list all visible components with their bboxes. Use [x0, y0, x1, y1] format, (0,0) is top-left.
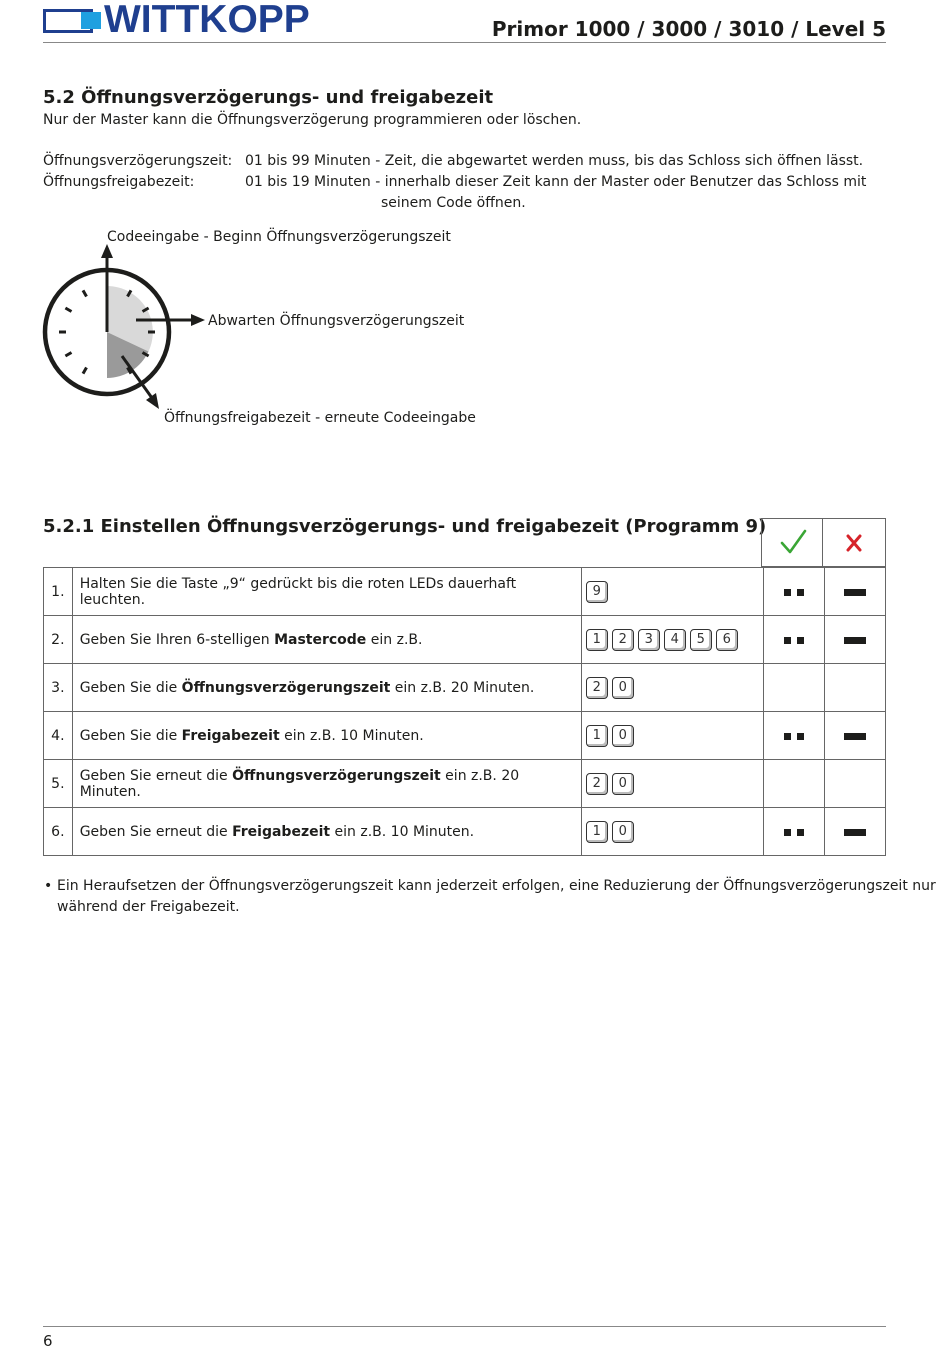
key-sequence: [581, 808, 763, 856]
keypad-key-icon: 4: [664, 629, 686, 651]
definition-2-text: 01 bis 19 Minuten - innerhalb dieser Zeit kann der Master oder Benutzer das Schloss mit: [245, 174, 867, 190]
ok-signal-cell: [763, 712, 824, 760]
step-text-emphasis: Öffnungsverzögerungszeit: [232, 767, 441, 784]
keypad-key-icon: 0: [612, 821, 634, 843]
step-instruction: [72, 712, 581, 760]
subsection-heading: 5.2.1 Einstellen Öffnungsverzögerungs- und freigabezeit (Programm 9): [43, 516, 767, 537]
step-number: 4.: [44, 712, 73, 760]
brand-logo: WITTKOPP: [104, 0, 310, 41]
led-blink-short-icon: [781, 632, 807, 648]
diagram-label-release: Öffnungsfreigabezeit - erneute Codeeingabe: [164, 410, 476, 426]
steps-table: [43, 567, 886, 856]
step-text-emphasis: Öffnungsverzögerungszeit: [181, 679, 391, 696]
keypad-key-icon: 3: [638, 629, 660, 651]
document-title: Primor 1000 / 3000 / 3010 / Level 5: [491, 17, 886, 41]
table-row: [44, 664, 886, 712]
section-heading: 5.2 Öffnungsverzögerungs- und freigabezeit: [43, 87, 494, 108]
step-text: Geben Sie erneut die: [79, 767, 233, 784]
step-text-emphasis: Mastercode: [274, 631, 367, 648]
keypad-key-icon: 6: [716, 629, 738, 651]
keypad-key-icon: 0: [612, 773, 634, 795]
key-sequence: [581, 664, 763, 712]
diagram-label-start: Codeeingabe - Beginn Öffnungsverzögerungszeit: [107, 229, 451, 245]
led-dot: [784, 637, 791, 644]
ok-signal-cell: [763, 616, 824, 664]
led-blink-long-icon: [844, 589, 866, 596]
keypad-key-icon: 2: [612, 629, 634, 651]
note-bullet: •: [44, 878, 53, 894]
step-text: ein z.B. 10 Minuten.: [279, 727, 424, 744]
keypad-key-icon: 2: [586, 773, 608, 795]
keypad-key-icon: 1: [586, 725, 608, 747]
led-blink-long-icon: [844, 637, 866, 644]
step-instruction: [72, 808, 581, 856]
definition-1-text: 01 bis 99 Minuten - Zeit, die abgewartet werden muss, bis das Schloss sich öffnen lässt.: [245, 153, 864, 169]
step-instruction: [72, 664, 581, 712]
definition-1-label: Öffnungsverzögerungszeit:: [43, 153, 233, 169]
ok-signal-cell: [763, 808, 824, 856]
logo-square: [81, 12, 101, 29]
led-blink-short-icon: [781, 728, 807, 744]
step-text-emphasis: Freigabezeit: [181, 727, 280, 744]
step-text: Geben Sie die: [79, 679, 182, 696]
step-text: Halten Sie die Taste „9“ gedrückt bis die roten LEDs dauerhaft leuchten.: [79, 575, 517, 608]
led-dot: [797, 589, 804, 596]
led-blink-short-icon: [781, 824, 807, 840]
led-blink-long-icon: [844, 829, 866, 836]
keypad-key-icon: 0: [612, 677, 634, 699]
key-sequence: [581, 760, 763, 808]
led-dot: [797, 829, 804, 836]
header-divider: [43, 42, 886, 43]
keypad-key-icon: 1: [586, 629, 608, 651]
diagram-label-delay: Abwarten Öffnungsverzögerungszeit: [208, 313, 465, 329]
step-instruction: [72, 616, 581, 664]
table-row: [44, 568, 886, 616]
step-text-emphasis: Freigabezeit: [232, 823, 331, 840]
arrow-right-head: [191, 314, 205, 326]
led-dot: [784, 733, 791, 740]
error-signal-cell: [824, 760, 885, 808]
key-sequence: [581, 616, 763, 664]
error-signal-cell: [824, 664, 885, 712]
key-sequence: [581, 712, 763, 760]
definition-2-label: Öffnungsfreigabezeit:: [43, 174, 195, 190]
arrow-diagonal-head: [146, 393, 159, 409]
table-row: [44, 760, 886, 808]
step-number: 6.: [44, 808, 73, 856]
led-dot: [797, 637, 804, 644]
step-text: ein z.B. 10 Minuten.: [330, 823, 475, 840]
step-text: ein z.B. 20 Minuten.: [390, 679, 535, 696]
section-intro: Nur der Master kann die Öffnungsverzögerung programmieren oder löschen.: [43, 112, 582, 128]
cross-icon: [823, 519, 885, 566]
definition-2-text-cont: seinem Code öffnen.: [381, 195, 526, 211]
keypad-key-icon: 5: [690, 629, 712, 651]
step-number: 3.: [44, 664, 73, 712]
table-row: [44, 616, 886, 664]
step-text: ein z.B. 20 Minuten.: [79, 767, 520, 800]
ok-column-header: [761, 518, 823, 567]
led-blink-long-icon: [844, 733, 866, 740]
led-dot: [784, 829, 791, 836]
step-instruction: [72, 760, 581, 808]
ok-signal-cell: [763, 568, 824, 616]
keypad-key-icon: 0: [612, 725, 634, 747]
key-sequence: [581, 568, 763, 616]
led-dot: [797, 733, 804, 740]
checkmark-icon: [762, 519, 822, 566]
page-number: 6: [43, 1332, 53, 1350]
led-dot: [784, 589, 791, 596]
footer-divider: [43, 1326, 886, 1327]
note-line-1: Ein Heraufsetzen der Öffnungsverzögerungszeit kann jederzeit erfolgen, eine Reduzierung der Öffnungsverzögerungszeit nur: [57, 878, 936, 894]
step-text: Geben Sie die: [79, 727, 182, 744]
ok-signal-cell: [763, 760, 824, 808]
step-text: Geben Sie Ihren 6-stelligen: [79, 631, 275, 648]
step-instruction: [72, 568, 581, 616]
step-number: 5.: [44, 760, 73, 808]
led-blink-short-icon: [781, 584, 807, 600]
ok-signal-cell: [763, 664, 824, 712]
error-signal-cell: [824, 808, 885, 856]
error-signal-cell: [824, 568, 885, 616]
step-text: ein z.B.: [366, 631, 423, 648]
note-line-2: während der Freigabezeit.: [57, 899, 240, 915]
step-number: 1.: [44, 568, 73, 616]
step-number: 2.: [44, 616, 73, 664]
table-row: [44, 712, 886, 760]
keypad-key-icon: 1: [586, 821, 608, 843]
error-signal-cell: [824, 712, 885, 760]
table-row: [44, 808, 886, 856]
error-signal-cell: [824, 616, 885, 664]
error-column-header: [823, 518, 886, 567]
keypad-key-icon: 2: [586, 677, 608, 699]
keypad-key-icon: 9: [586, 581, 608, 603]
step-text: Geben Sie erneut die: [79, 823, 233, 840]
